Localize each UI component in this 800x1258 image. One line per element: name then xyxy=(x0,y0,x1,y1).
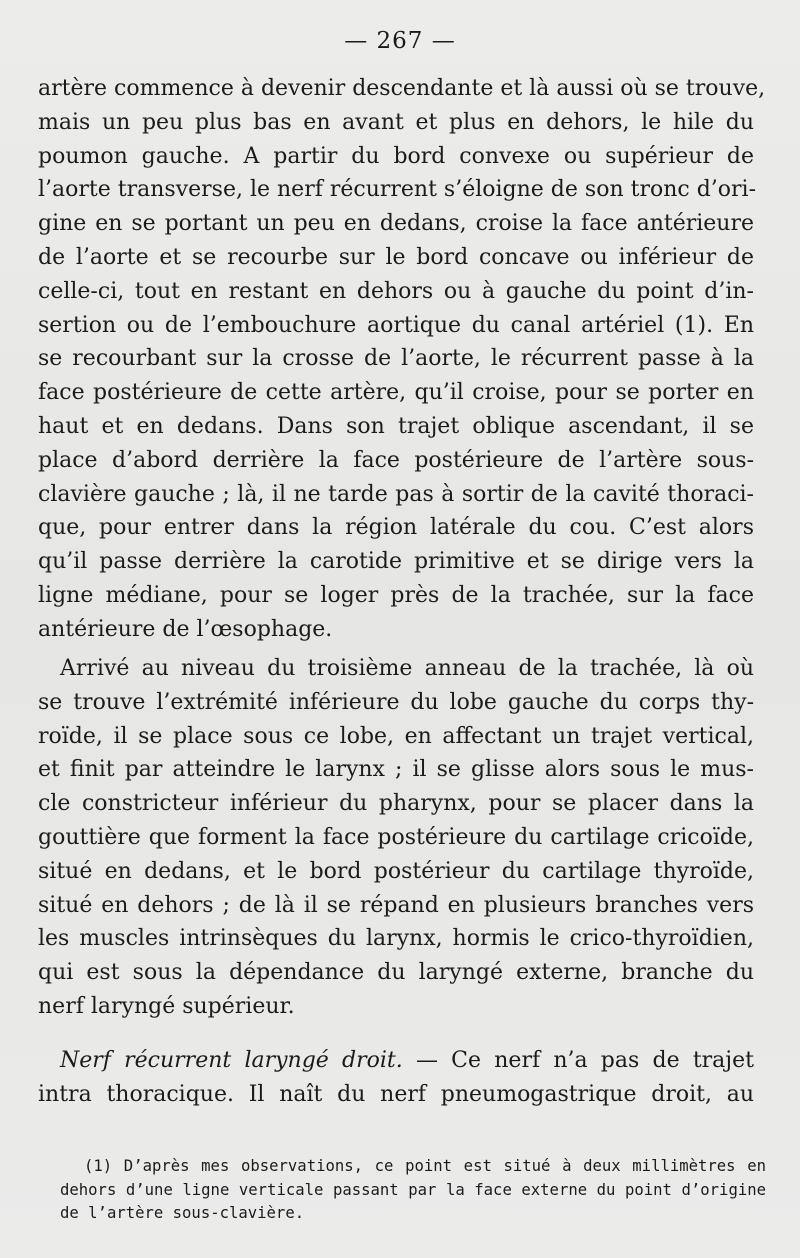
text-line: que, pour entrer dans la région latérale du cou. C’est alors xyxy=(38,515,754,541)
page-number: — 267 — xyxy=(344,28,456,54)
text-line: qu’il passe derrière la carotide primitive et se dirige vers la xyxy=(38,549,754,575)
text-line: nerf laryngé supérieur. xyxy=(38,993,295,1019)
text-line: gouttière que forment la face postérieure du cartilage cricoïde, xyxy=(38,824,754,850)
text-line: et finit par atteindre le larynx ; il se glisse alors sous le mus- xyxy=(38,757,754,783)
paragraph-1 xyxy=(38,72,766,647)
text-line: face postérieure de cette artère, qu’il croise, pour se porter en xyxy=(38,380,754,406)
text-line: roïde, il se place sous ce lobe, en affectant un trajet vertical, xyxy=(38,723,754,749)
text-line: l’aorte transverse, le nerf récurrent s’éloigne de son tronc d’ori- xyxy=(38,177,756,203)
text-line: situé en dedans, et le bord postérieur du cartilage thyroïde, xyxy=(38,858,754,884)
text-line: mais un peu plus bas en avant et plus en dehors, le hile du xyxy=(38,109,754,135)
text-line: se recourbant sur la crosse de l’aorte, le récurrent passe à la xyxy=(38,346,754,372)
text-line: antérieure de l’œsophage. xyxy=(38,616,333,642)
footnote-line: dehors d’une ligne verticale passant par la face externe du point d’origine xyxy=(60,1180,766,1199)
text-line: intra thoracique. Il naît du nerf pneumogastrique droit, au xyxy=(38,1081,754,1107)
text-line: place d’abord derrière la face postérieure de l’artère sous- xyxy=(38,447,754,473)
text-line: de l’aorte et se recourbe sur le bord concave ou inférieur de xyxy=(38,244,754,270)
text-fragment: — Ce nerf n’a pas de trajet xyxy=(415,1048,754,1073)
text-line: clavière gauche ; là, il ne tarde pas à sortir de la cavité thoraci- xyxy=(38,481,754,507)
text-line: situé en dehors ; de là il se répand en plusieurs branches vers xyxy=(38,892,754,918)
paragraph-2 xyxy=(38,652,754,1024)
paragraph-3 xyxy=(38,1044,754,1112)
text-line: gine en se portant un peu en dedans, croise la face antérieure xyxy=(38,211,754,237)
footnote xyxy=(62,1155,766,1226)
text-line: artère commence à devenir descendante et là aussi où se trouve, xyxy=(38,76,766,101)
text-line: se trouve l’extrémité inférieure du lobe gauche du corps thy- xyxy=(38,689,754,715)
section-heading: Nerf récurrent laryngé droit. xyxy=(60,1048,403,1073)
text-line: celle-ci, tout en restant en dehors ou à gauche du point d’in- xyxy=(38,278,754,304)
text-line: ligne médiane, pour se loger près de la trachée, sur la face xyxy=(38,582,754,608)
text-line: haut et en dedans. Dans son trajet oblique ascendant, il se xyxy=(38,413,754,439)
text-line: les muscles intrinsèques du larynx, hormis le crico-thyroïdien, xyxy=(38,926,754,952)
text-line: qui est sous la dépendance du laryngé externe, branche du xyxy=(38,960,754,986)
text-line xyxy=(38,1044,754,1078)
text-line: cle constricteur inférieur du pharynx, pour se placer dans la xyxy=(38,791,754,817)
footnote-line: (1) D’après mes observations, ce point est situé à deux millimètres en xyxy=(84,1157,766,1175)
text-line: sertion ou de l’embouchure aortique du canal artériel (1). En xyxy=(38,312,754,338)
text-line: poumon gauche. A partir du bord convexe ou supérieur de xyxy=(38,143,754,169)
footnote-line: de l’artère sous-clavière. xyxy=(60,1204,305,1222)
text-line: Arrivé au niveau du troisième anneau de la trachée, là où xyxy=(60,656,754,681)
